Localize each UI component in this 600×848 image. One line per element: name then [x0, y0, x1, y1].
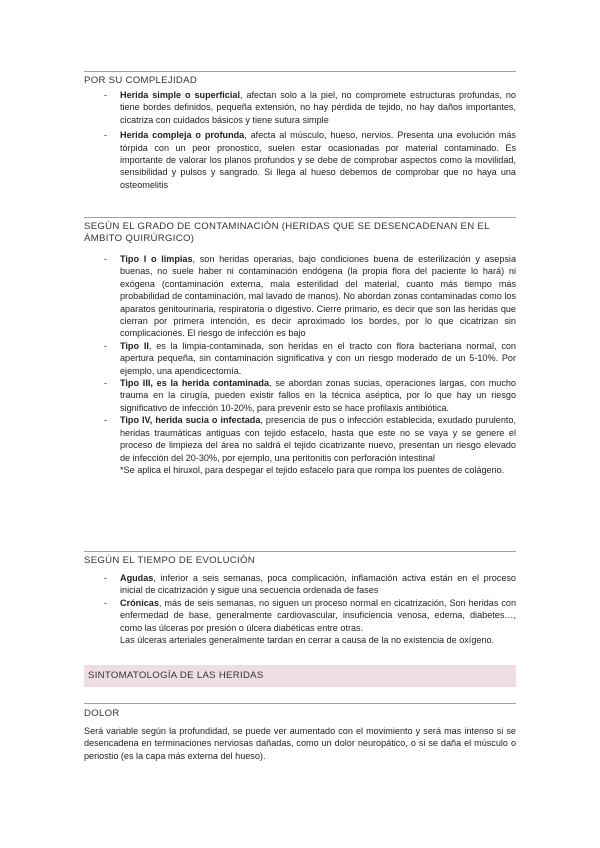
list-item	[84, 572, 516, 597]
item-text: , presencia de pus o infección establecida, exudado purulento, heridas traumáticas antiguas con tejido esfacelo, hasta que este no se vaya y se genere el proceso de limpieza del área no saldrá el tejido cicatrizante nuevo, presentan un riesgo elevado de infección del 20-30%, por ejemplo, una peritonitis con perforación intestinal	[120, 415, 516, 463]
section-rule	[84, 71, 516, 72]
list-item	[84, 253, 516, 340]
dash-bullet: -	[104, 597, 108, 608]
section-heading-contaminacion: SEGÚN EL GRADO DE CONTAMINACIÓN (HERIDAS QUE SE DESENCADENAN EN EL ÁMBITO QUIRÚRGICO)	[84, 221, 490, 245]
item-text: , más de seis semanas, no siguen un proceso normal en cicatrización, Son heridas con enfermedad de base, generalmente cardiovascular, insuficiencia venosa, edema, diabetes…, como las úlceras por presión o úlcera diabéticas entre otras.	[120, 597, 516, 633]
item-title: Herida compleja o profunda	[120, 130, 245, 141]
section-heading-evolucion: SEGÚN EL TIEMPO DE EVOLUCIÓN	[84, 555, 255, 566]
item-note: Las úlceras arteriales generalmente tardan en cerrar a causa de la no existencia de oxígeno.	[120, 635, 495, 646]
dash-bullet: -	[104, 415, 108, 426]
section-heading-dolor: DOLOR	[84, 708, 120, 719]
dolor-paragraph: Será variable según la profundidad, se puede ver aumentado con el movimiento y será mas intenso si se desencadena en terminaciones nerviosas dañadas, como un dolor neuropático, o si se daña el músculo o periostio (es la capa más externa del hueso).	[84, 726, 516, 761]
section-band	[84, 665, 516, 687]
section-heading-sintomatologia: SINTOMATOLOGÍA DE LAS HERIDAS	[88, 670, 264, 681]
dash-bullet: -	[104, 130, 108, 141]
item-title: Tipo I o limpias	[120, 254, 193, 264]
section-rule	[84, 551, 516, 552]
dash-bullet: -	[104, 90, 108, 100]
dash-bullet: -	[104, 573, 108, 583]
list-item	[84, 414, 516, 476]
item-title: Tipo III, es la herida contaminada	[120, 378, 270, 389]
item-title: Tipo II	[120, 340, 149, 351]
dash-bullet: -	[104, 340, 108, 351]
item-title: Tipo IV, herida sucia o infectada	[120, 415, 261, 426]
dash-bullet: -	[104, 378, 108, 389]
list-item	[84, 597, 516, 647]
item-text: , es la limpia-contaminada, son heridas en el tracto con flora bacteriana normal, con apertura pequeña, sin contaminación significativa y con un riesgo moderado de un 5-10%. Por ejemplo, una apendicectomía.	[120, 340, 516, 376]
item-text: , afectan solo a la piel, no compromete estructuras profundas, no tiene bordes definidos, pequeña extensión, no hay pérdida de tejido, no hay daños importantes, cicatriza con cuidados básicos y tiene sutura simple	[120, 90, 516, 125]
item-text: , inferior a seis semanas, poca complicación, inflamación activa están en el proceso inicial de cicatrización y sigue una secuencia ordenada de fases	[120, 573, 516, 596]
dash-bullet: -	[104, 254, 108, 264]
item-title: Agudas	[120, 573, 154, 583]
list-item	[84, 377, 516, 414]
item-text: , afecta al músculo, hueso, nervios. Presenta una evolución más tórpida con un peor pronostico, suelen estar ocasionadas por material contaminado. Es importante de valorar los planos profundos y se debe de comprobar aspectos como la movilidad, sensibilidad y pulsos y sangrado. Si llega al hueso debemos de comprobar que no haya una osteomelitis	[120, 130, 516, 190]
list-item	[84, 340, 516, 377]
item-text: , se abordan zonas sucias, operaciones largas, con mucho trauma en la cirugía, pueden existir fallos en la técnica aséptica, por lo que hay un riesgo significativo de infección 10-20%, para prevenir esto se hace profilaxis antibiótica.	[120, 378, 516, 413]
evolucion-list	[84, 572, 516, 646]
section-rule	[84, 217, 516, 218]
section-heading-complejidad: POR SU COMPLEJIDAD	[84, 75, 198, 86]
list-item	[84, 129, 516, 191]
item-title: Crónicas	[120, 597, 159, 608]
section-rule	[84, 703, 516, 704]
list-item	[84, 89, 516, 126]
item-note: *Se aplica el hiruxol, para despegar el tejido esfacelo para que rompa los puentes de colágeno.	[120, 464, 505, 475]
contaminacion-list	[84, 253, 516, 476]
complejidad-list	[84, 89, 516, 191]
item-text: , son heridas operarias, bajo condiciones buena de esterilización y asepsia buenas, no suele haber ni contaminación endógena (la propia flora del paciente lo hará) ni exógena (contaminación externa, mala esterilidad del material, cuanto más tiempo más probabilidad de contaminación, mal lavado de manos). No abordan zonas contaminadas como los aparatos genitourinaria, respiratoria o digestivo. Cierre primario, es decir que son las heridas que cierran por primera intención, es decir aproximado los bordes, por lo que cicatrizan sin complicaciones. El riesgo de infección es bajo	[120, 254, 516, 339]
item-title: Herida simple o superficial	[120, 90, 240, 100]
